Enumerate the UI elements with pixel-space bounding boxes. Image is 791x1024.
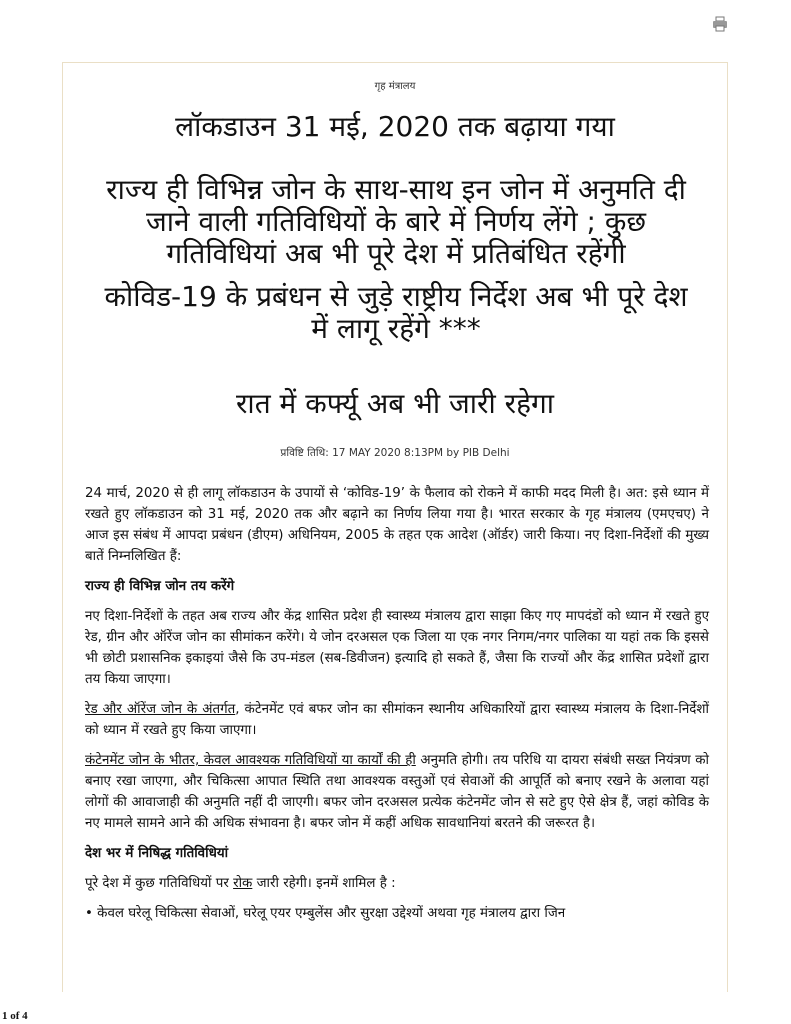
subtitle-zones: राज्य ही विभिन्न जोन के साथ-साथ इन जोन में अनुमति दी जाने वाली गतिविधियों के बारे में निर्णय लेंगे ; कुछ गतिविधियां अब भी पूरे देश में प्रतिबंधित रहेंगी xyxy=(106,173,686,270)
article-body xyxy=(85,483,709,933)
press-release-page xyxy=(62,62,728,992)
paragraph-containment xyxy=(85,750,709,834)
printer-icon[interactable] xyxy=(712,16,728,32)
underlined-text: रोक xyxy=(233,876,253,891)
page-indicator: 1 of 4 xyxy=(2,1010,28,1022)
paragraph-text: , कंटेनमेंट एवं बफर जोन का सीमांकन स्थानीय अधिकारियों द्वारा स्वास्थ्य मंत्रालय के दिशा-निर्देशों को ध्यान में रखते हुए किया जाएगा। xyxy=(85,702,709,738)
posted-date: प्रविष्टि तिथि: 17 MAY 2020 8:13PM by PIB Delhi xyxy=(280,447,510,459)
paragraph-zones: नए दिशा-निर्देशों के तहत अब राज्य और केंद्र शासित प्रदेश ही स्वास्थ्य मंत्रालय द्वारा साझा किए गए मापदंडों को ध्यान में रखते हुए रेड, ग्रीन और ऑरेंज जोन का सीमांकन करेंगे। ये जोन दरअसल एक जिला या एक नगर निगम/नगर पालिका या यहां तक कि इससे भी छोटी प्रशासनिक इकाइयां जैसे कि उप-मंडल (सब-डिवीजन) इत्यादि हो सकते हैं, जैसा कि राज्यों और केंद्र शासित प्रदेशों द्वारा तय किया जाएगा। xyxy=(85,609,709,687)
bullet-item: • केवल घरेलू चिकित्सा सेवाओं, घरेलू एयर एम्बुलेंस और सुरक्षा उद्देश्यों अथवा गृह मंत्रालय द्वारा जिन xyxy=(85,906,566,921)
paragraph-text: जारी रहेगी। इनमें शामिल है : xyxy=(252,876,396,891)
paragraph-text: अनुमति होगी। तय परिधि या दायरा संबंधी सख्त नियंत्रण को बनाए रखा जाएगा, और चिकित्सा आपात स्थिति तथा आवश्यक वस्तुओं एवं सेवाओं की आपूर्ति को बनाए रखने के अलावा यहां लोगों की आवाजाही की अनुमति नहीं दी जाएगी। बफर जोन दरअसल प्रत्येक कंटेनमेंट जोन से सटे हुए ऐसे क्षेत्र हैं, जहां कोविड के नए मामले सामने आने की अधिक संभावना है। बफर जोन में कहीं अधिक सावधानियां बरतने की जरूरत है। xyxy=(85,753,709,831)
subtitle-national-directions: कोविड-19 के प्रबंधन से जुड़े राष्ट्रीय निर्देश अब भी पूरे देश में लागू रहेंगे *** xyxy=(104,280,688,345)
underlined-text: रेड और ऑरेंज जोन के अंतर्गत xyxy=(85,702,236,717)
section-heading-zones: राज्य ही विभिन्न जोन तय करेंगे xyxy=(85,579,235,594)
section-heading-prohibited: देश भर में निषिद्ध गतिविधियां xyxy=(85,846,229,861)
paragraph-intro: 24 मार्च, 2020 से ही लागू लॉकडाउन के उपायों से ‘कोविड-19’ के फैलाव को रोकने में काफी मदद मिली है। अत: इसे ध्यान में रखते हुए लॉकडाउन को 31 मई, 2020 तक और बढ़ाने का निर्णय लिया गया है। भारत सरकार के गृह मंत्रालय (एमएचए) ने आज इस संबंध में आपदा प्रबंधन (डीएम) अधिनियम, 2005 के तहत एक आदेश (ऑर्डर) जारी किया। नए दिशा-निर्देशों की मुख्य बातें निम्नलिखित हैं: xyxy=(85,486,709,564)
paragraph-text: पूरे देश में कुछ गतिविधियों पर xyxy=(85,876,234,891)
ministry-label: गृह मंत्रालय xyxy=(374,81,416,92)
subtitle-night-curfew: रात में कर्फ्यू अब भी जारी रहेगा xyxy=(235,387,554,420)
main-title: लॉकडाउन 31 मई, 2020 तक बढ़ाया गया xyxy=(175,110,615,143)
paragraph-red-orange xyxy=(85,699,709,741)
paragraph-prohibited xyxy=(85,873,709,894)
underlined-text: कंटेनमेंट जोन के भीतर, केवल आवश्यक गतिविधियों या कार्यों की ही xyxy=(85,753,416,768)
